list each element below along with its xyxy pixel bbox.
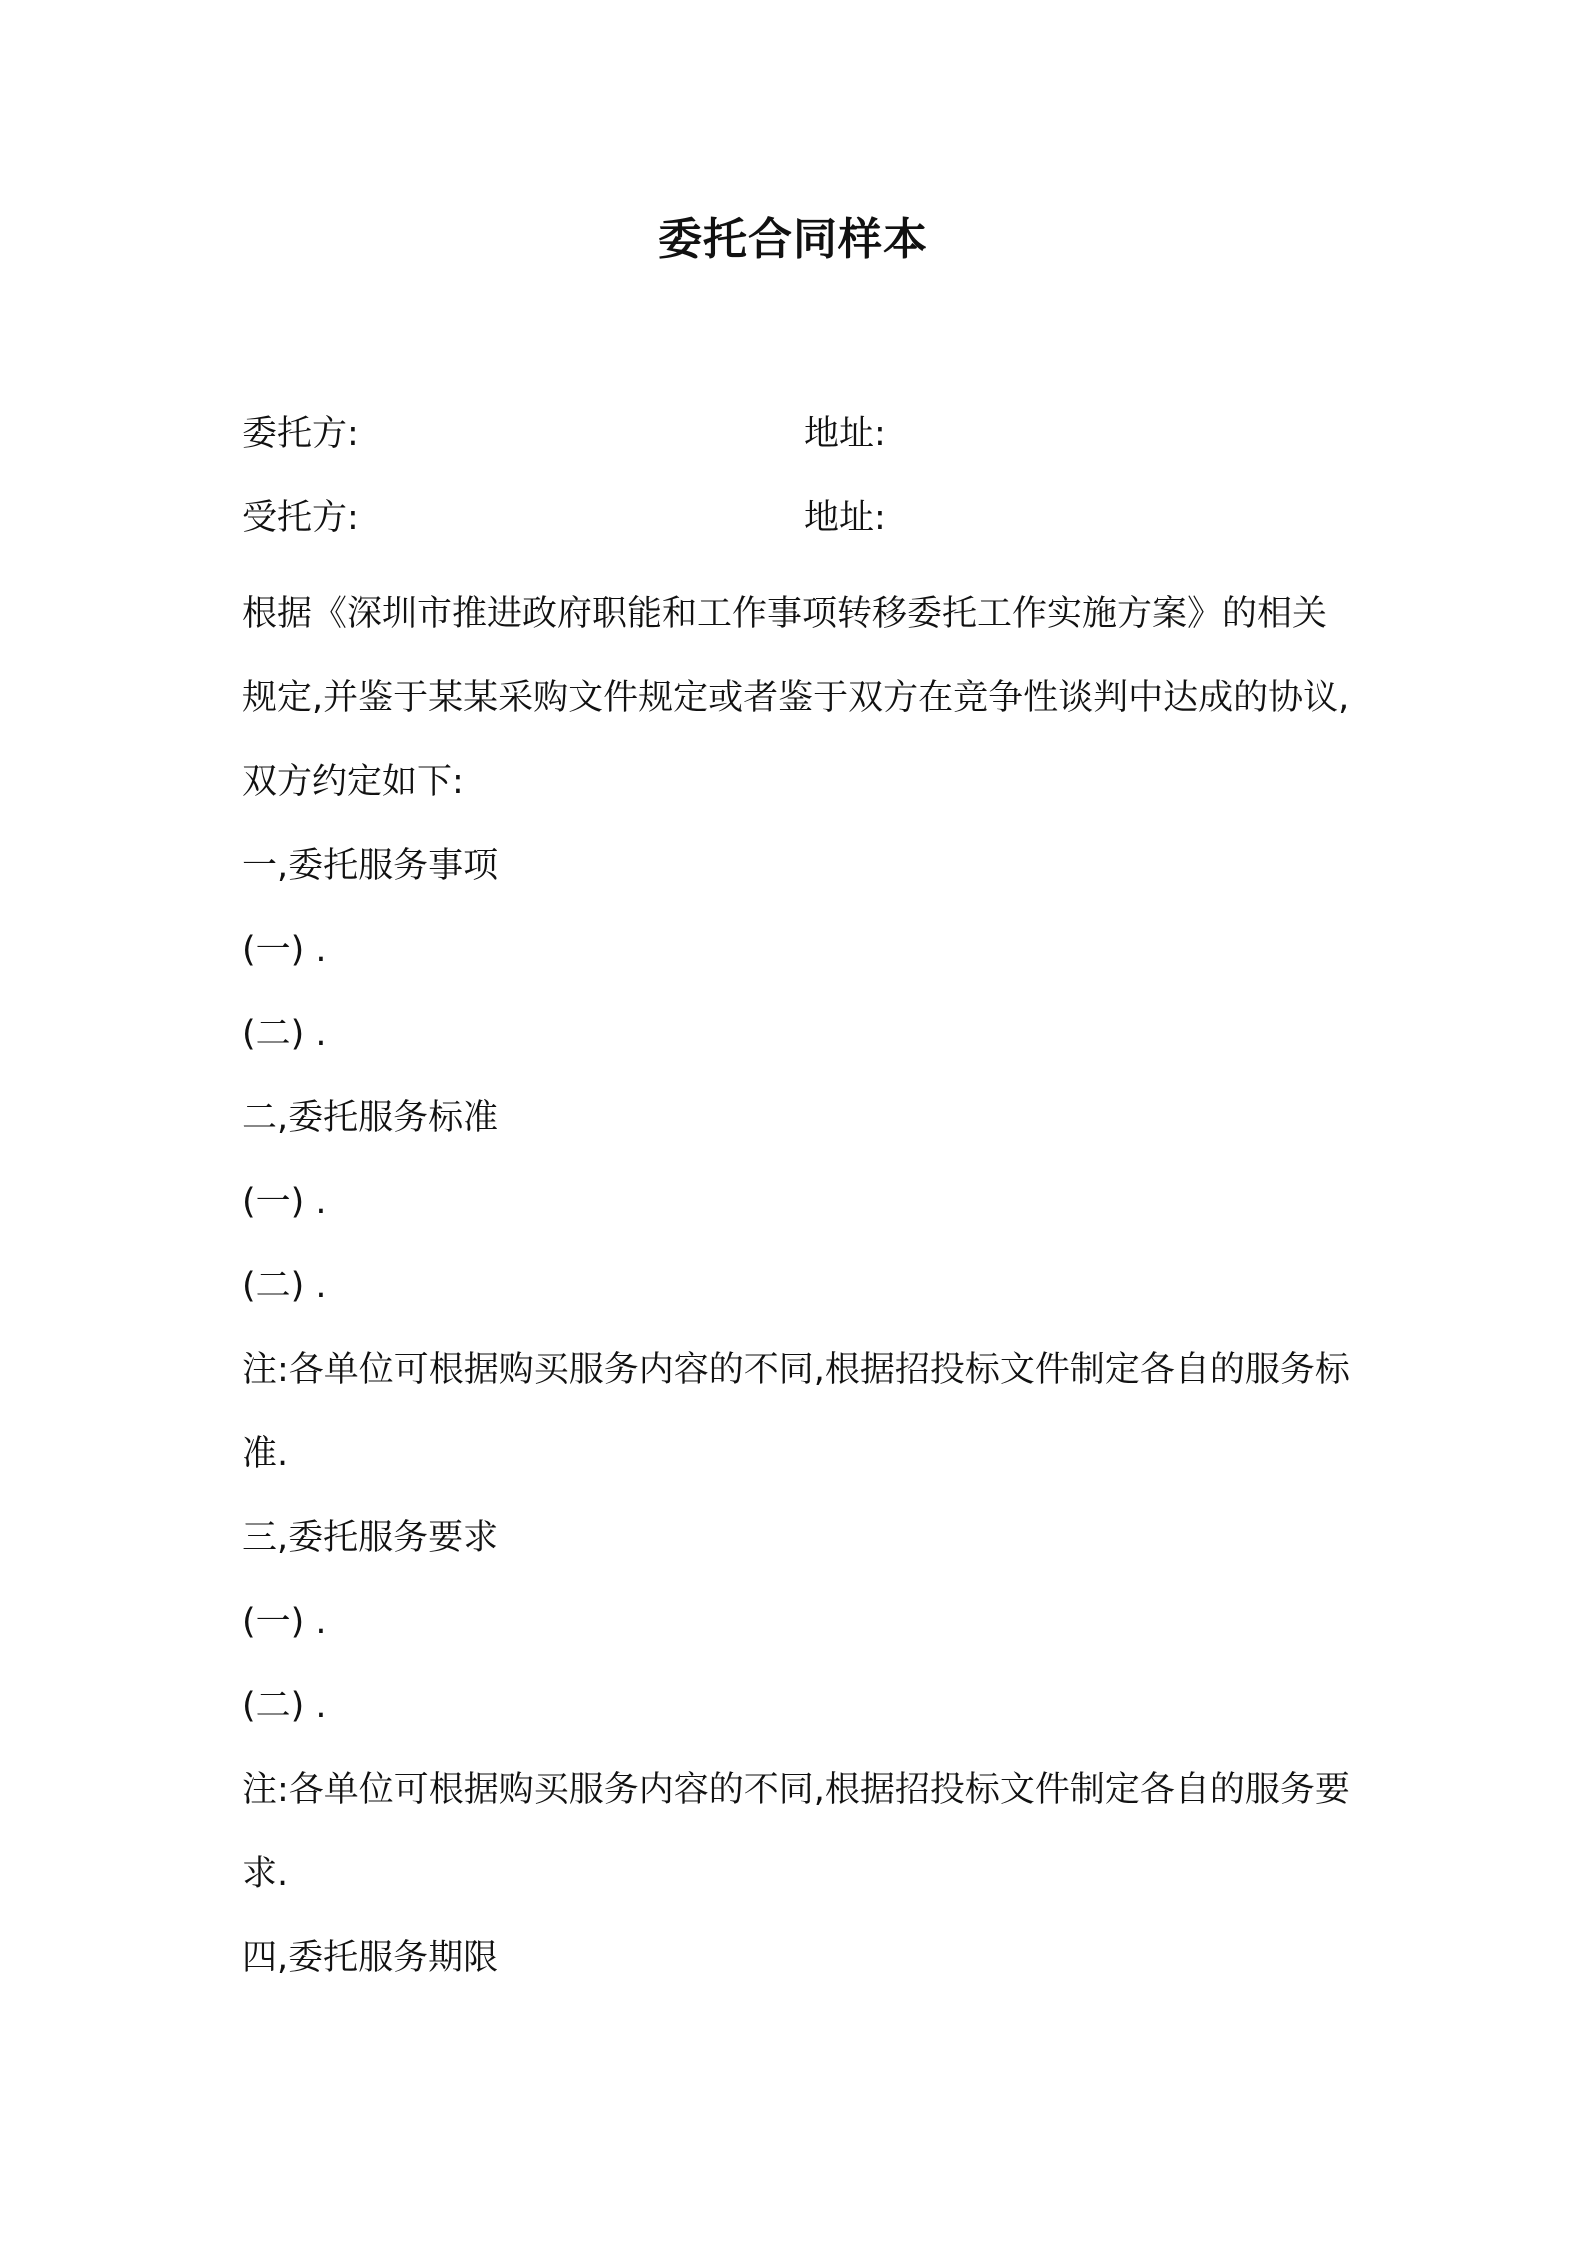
list-item: (二) . <box>242 1266 327 1306</box>
client-address-label: 地址: <box>804 414 886 454</box>
section-note: 注:各单位可根据购买服务内容的不同,根据招投标文件制定各自的服务标准. <box>242 1350 1350 1474</box>
list-item: (一) . <box>242 1182 327 1222</box>
agent-label: 受托方: <box>242 498 359 538</box>
section-heading: 三,委托服务要求 <box>242 1518 499 1558</box>
document-title: 委托合同样本 <box>658 214 928 265</box>
section-heading: 二,委托服务标准 <box>242 1098 499 1138</box>
section-heading: 四,委托服务期限 <box>242 1938 499 1978</box>
contract-body <box>242 572 1354 2000</box>
section-heading: 一,委托服务事项 <box>242 846 499 886</box>
client-row <box>242 404 1362 464</box>
list-item: (一) . <box>242 1602 327 1642</box>
client-label: 委托方: <box>242 414 359 454</box>
list-item: (二) . <box>242 1686 327 1726</box>
agent-row <box>242 488 1362 548</box>
intro-paragraph: 根据《深圳市推进政府职能和工作事项转移委托工作实施方案》的相关规定,并鉴于某某采购文件规定或者鉴于双方在竞争性谈判中达成的协议,双方约定如下: <box>242 594 1350 802</box>
list-item: (一) . <box>242 930 327 970</box>
section-note: 注:各单位可根据购买服务内容的不同,根据招投标文件制定各自的服务要求. <box>242 1770 1350 1894</box>
agent-address-label: 地址: <box>804 498 886 538</box>
list-item: (二) . <box>242 1014 327 1054</box>
